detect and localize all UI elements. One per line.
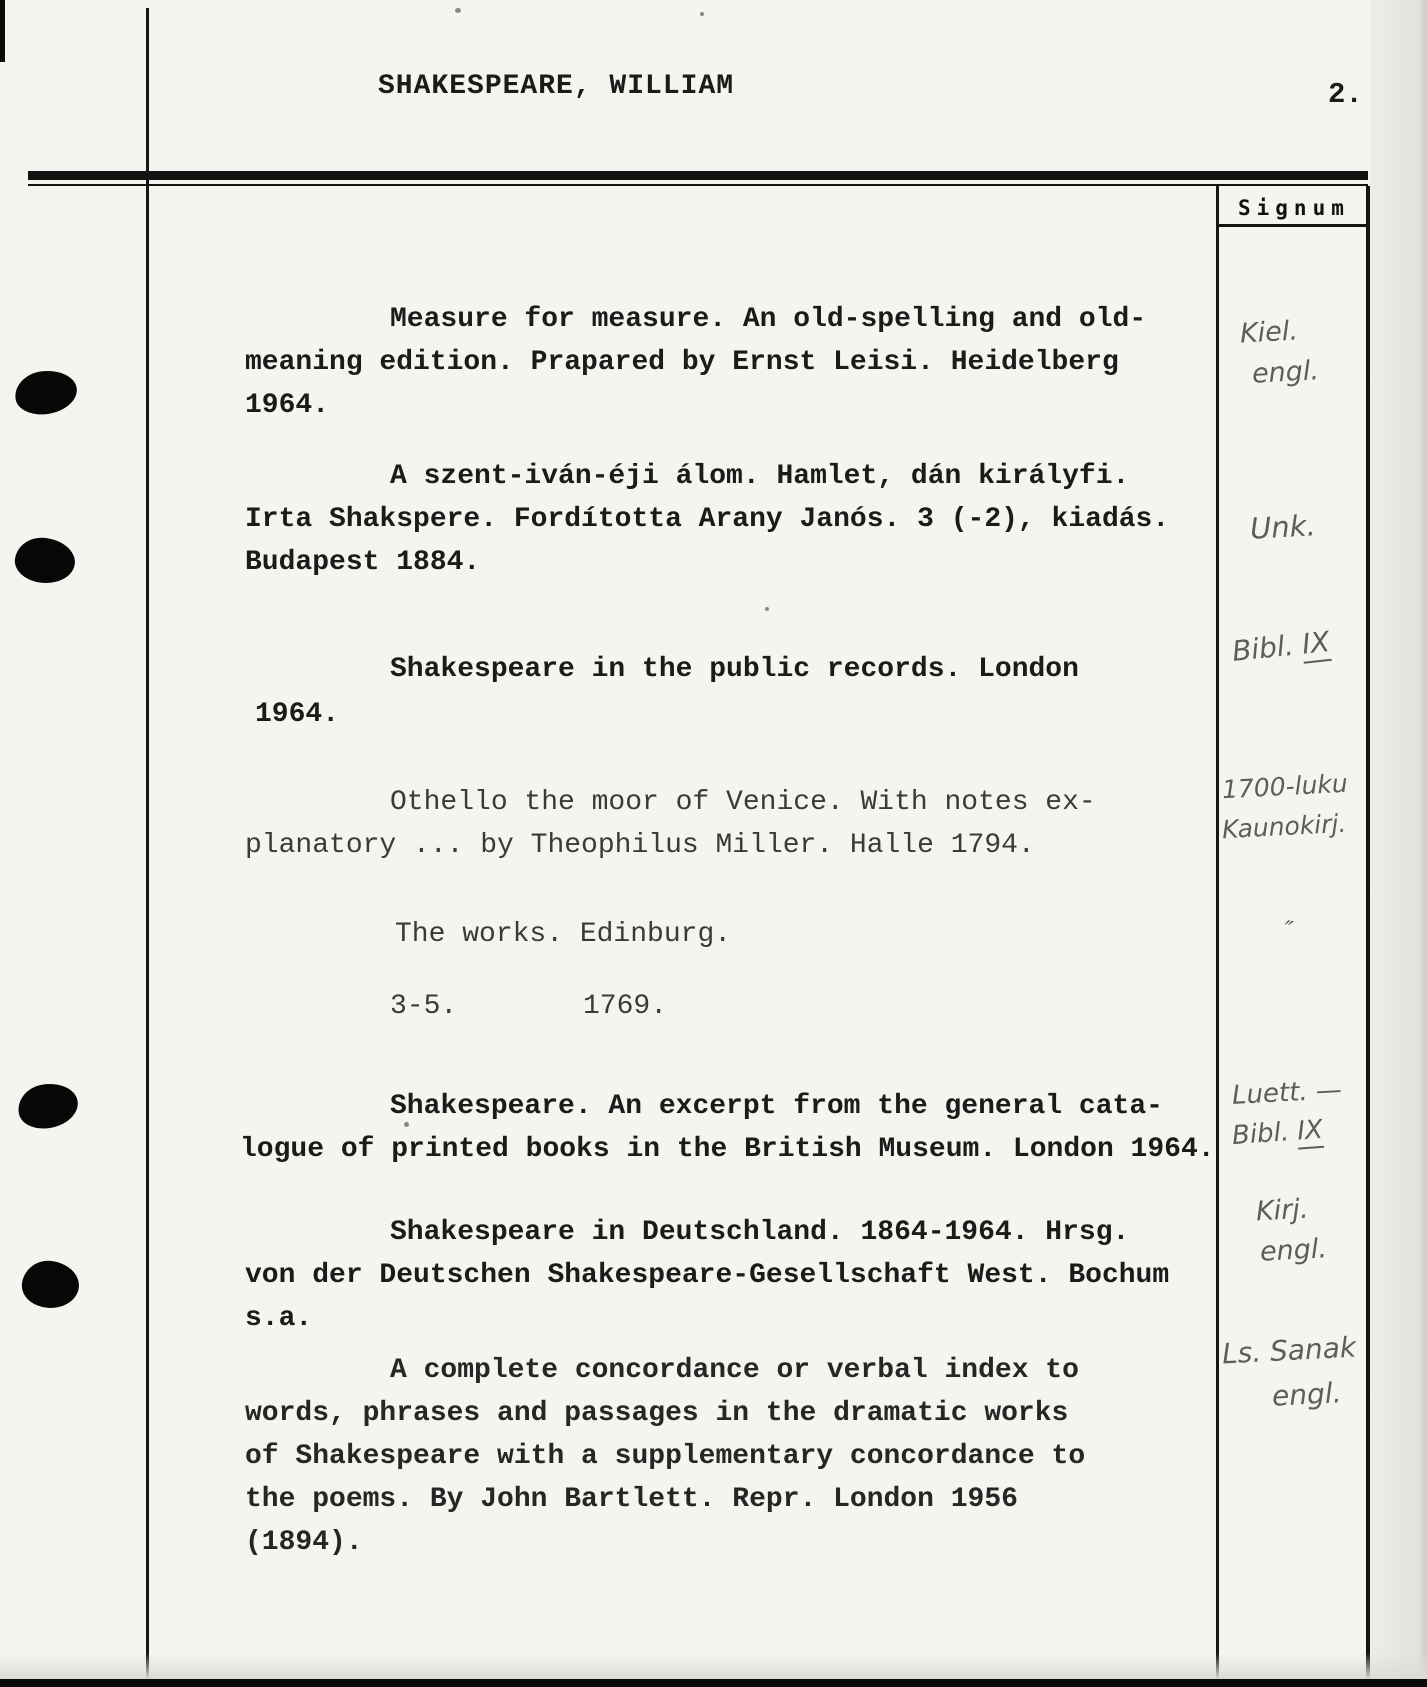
page-number: 2.	[1328, 78, 1363, 111]
entry-8-line-2: von der Deutschen Shakespeare-Gesellschaft West. Bochum	[245, 1260, 1170, 1291]
signum-column-header: Signum	[1238, 196, 1350, 220]
signum-note-entry-9-line-1: Ls. Sanak	[1221, 1330, 1357, 1371]
entry-1-line-1: Measure for measure. An old-spelling and old-	[390, 304, 1147, 335]
entry-9-line-2: words, phrases and passages in the dramatic works	[245, 1398, 1069, 1429]
entry-6-year: 1769.	[583, 991, 668, 1022]
signum-header-underline	[1216, 224, 1366, 227]
signum-note-entry-4-line-1: 1700-luku	[1221, 768, 1349, 805]
entry-9-line-1: A complete concordance or verbal index to	[390, 1355, 1079, 1386]
scan-bottom-shading	[0, 1653, 1427, 1679]
entry-1-line-3: 1964.	[245, 390, 330, 421]
signum-note-entry-7-text: Bibl.	[1231, 1116, 1299, 1152]
signum-ditto-mark-entry-5: ″	[1282, 915, 1295, 945]
scan-speck	[455, 8, 461, 13]
signum-note-entry-8-line-1: Kirj.	[1255, 1193, 1310, 1228]
signum-note-entry-1-line-1: Kiel.	[1239, 315, 1299, 350]
signum-note-entry-7-roman: IX	[1296, 1115, 1324, 1150]
header-rule-thick	[28, 171, 1368, 180]
entry-1-line-2: meaning edition. Prapared by Ernst Leisi. Heidelberg	[245, 347, 1119, 378]
entry-5-line-1: The works. Edinburg.	[395, 919, 732, 950]
entry-4-line-2: planatory ... by Theophilus Miller. Halle 1794.	[245, 830, 1035, 861]
hole-punch-1	[12, 367, 79, 418]
signum-note-entry-3-roman: IX	[1300, 625, 1331, 664]
scan-speck	[404, 1122, 409, 1127]
signum-note-entry-2: Unk.	[1249, 508, 1317, 546]
scan-speck	[765, 607, 769, 611]
entry-3-line-2: 1964.	[255, 699, 340, 730]
entry-9-line-4: the poems. By John Bartlett. Repr. London 1956	[245, 1484, 1018, 1515]
entry-2-line-1: A szent-iván-éji álom. Hamlet, dán királyfi.	[390, 461, 1130, 492]
signum-column-left-line	[1216, 186, 1219, 1687]
entry-9-line-5: (1894).	[245, 1527, 363, 1558]
entry-4-line-1: Othello the moor of Venice. With notes ex-	[390, 787, 1096, 818]
hole-punch-3	[15, 1079, 82, 1133]
entry-9-line-3: of Shakespeare with a supplementary concordance to	[245, 1441, 1086, 1472]
entry-2-line-2: Irta Shakspere. Fordította Arany Janós. 3 (-2), kiadás.	[245, 504, 1170, 535]
signum-note-entry-8-line-2: engl.	[1259, 1233, 1328, 1268]
scan-edge-artifact	[0, 0, 5, 62]
page-title: SHAKESPEARE, WILLIAM	[378, 71, 735, 102]
signum-note-entry-7-line-2	[1231, 1115, 1324, 1151]
signum-note-entry-4-line-2: Kaunokirj.	[1221, 808, 1348, 845]
header-rule-thin	[28, 184, 1368, 186]
scan-speck	[700, 12, 704, 16]
entry-8-line-1: Shakespeare in Deutschland. 1864-1964. Hrsg.	[390, 1217, 1130, 1248]
entry-7-line-2: logue of printed books in the British Museum. London 1964.	[240, 1134, 1215, 1165]
hole-punch-2	[13, 535, 77, 586]
scan-bottom-edge	[0, 1679, 1427, 1687]
card-left-border	[146, 8, 149, 1687]
entry-2-line-3: Budapest 1884.	[245, 547, 481, 578]
signum-column-right-line-over	[1366, 186, 1370, 1687]
signum-note-entry-9-line-2: engl.	[1271, 1376, 1343, 1413]
entry-6-volumes: 3-5.	[390, 991, 458, 1022]
signum-note-entry-3-text: Bibl.	[1230, 627, 1304, 669]
hole-punch-4	[20, 1259, 81, 1311]
signum-note-entry-1-line-2: engl.	[1251, 355, 1320, 390]
signum-note-entry-7-line-1: Luett. —	[1231, 1075, 1343, 1111]
entry-3-line-1: Shakespeare in the public records. London	[390, 654, 1079, 685]
scan-right-page-edge	[1370, 0, 1427, 1687]
entry-8-line-3: s.a.	[245, 1303, 313, 1334]
signum-note-entry-3	[1230, 624, 1332, 669]
entry-7-line-1: Shakespeare. An excerpt from the general cata-	[390, 1091, 1163, 1122]
